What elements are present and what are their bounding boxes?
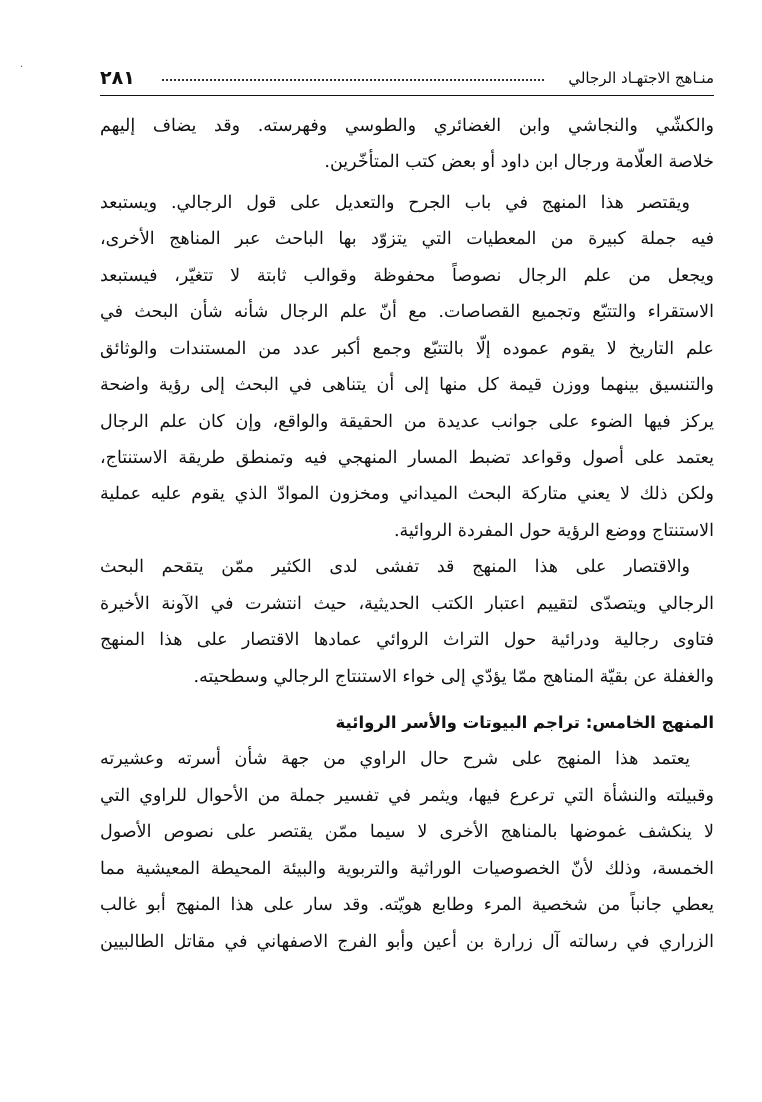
text-line: وقبيلته والنشأة التي ترعرع فيها، ويثمر في تفسير جملة من الأحوال للراوي التي <box>100 785 714 806</box>
text-line: خلاصة العلّامة ورجال ابن داود أو بعض كتب المتأخّرين. <box>324 152 714 173</box>
text-line: ولكن ذلك لا يعني متاركة البحث الميداني ومخزون الموادّ الذي يقوم عليه عملية <box>100 484 714 505</box>
header-rule <box>100 95 714 96</box>
text-line: يركز فيها الضوء على جوانب عديدة من الحقيقة والواقع، وإن كان علم الرجال <box>100 411 714 432</box>
header-dot-leader <box>162 79 544 81</box>
running-title: منـاهج الاجتهـاد الرجالي <box>568 69 714 87</box>
text-line: الزراري في رسالته آل زرارة بن أعين وأبو الفرج الاصفهاني في مقاتل الطالبيين <box>100 931 714 952</box>
text-line: علم التاريخ لا يقوم عموده إلّا بالتتبّع وجمع أكبر عدد من المستندات والوثائق <box>100 338 714 359</box>
text-line: يعتمد على أصول وقواعد تضبط المسار المنهجي فيه وتمنطق طريقة الاستنتاج، <box>100 447 714 468</box>
section-heading: المنهج الخامس: تراجم البيوتات والأسر الروائية <box>335 713 714 732</box>
body-text <box>100 108 714 960</box>
margin-mark: · <box>20 62 24 73</box>
text-line: ويقتصر هذا المنهج في باب الجرح والتعديل على قول الرجالي. ويستبعد <box>100 192 690 213</box>
text-line: فيه جملة كبيرة من المعطيات التي يتزوّد بها الباحث عبر المناهج الأخرى، <box>100 229 714 250</box>
text-line: والكشّي والنجاشي وابن الغضائري والطوسي وفهرسته. وقد يضاف إليهم <box>100 116 714 136</box>
text-line: الاستقراء والتتبّع وتجميع القصاصات. مع أنّ علم الرجال شأنه شأن البحث في <box>100 302 714 323</box>
text-line: والتنسيق بينهما ووزن قيمة كل منها إلى أن يتناهى في البحث إلى رؤية واضحة <box>100 375 714 396</box>
text-line: والاقتصار على هذا المنهج قد تفشى لدى الكثير ممّن يتقحم البحث <box>100 557 690 578</box>
text-line: فتاوى رجالية ودرائية حول التراث الروائي عمادها الاقتصار على هذا المنهج <box>100 630 714 651</box>
page-number: ٢٨١ <box>100 67 135 89</box>
text-line: والغفلة عن بقيّة المناهج ممّا يؤدّي إلى خواء الاستنتاج الرجالي وسطحيته. <box>193 666 714 687</box>
text-line: الرجالي ويتصدّى لتقييم اعتبار الكتب الحديثية، حيث انتشرت في الآونة الأخيرة <box>100 593 714 614</box>
page-header <box>100 66 714 90</box>
text-line: ويجعل من علم الرجال نصوصاً محفوظة وقوالب ثابتة لا تتغيّر، فيستبعد <box>100 265 714 286</box>
text-line: الخمسة، وذلك لأنّ الخصوصيات الوراثية والتربوية والبيئة المحيطة المعيشية مما <box>100 858 714 879</box>
text-line: الاستنتاج ووضع الرؤية حول المفردة الروائية. <box>393 520 714 541</box>
text-line: يعطي جانباً من شخصية المرء وطابع هويّته. وقد سار على هذا المنهج أبو غالب <box>100 895 714 916</box>
text-line: لا ينكشف غموضها بالمناهج الأخرى لا سيما ممّن يقتصر على نصوص الأصول <box>100 822 714 843</box>
text-line: يعتمد هذا المنهج على شرح حال الراوي من جهة شأن أسرته وعشيرته <box>100 749 690 770</box>
